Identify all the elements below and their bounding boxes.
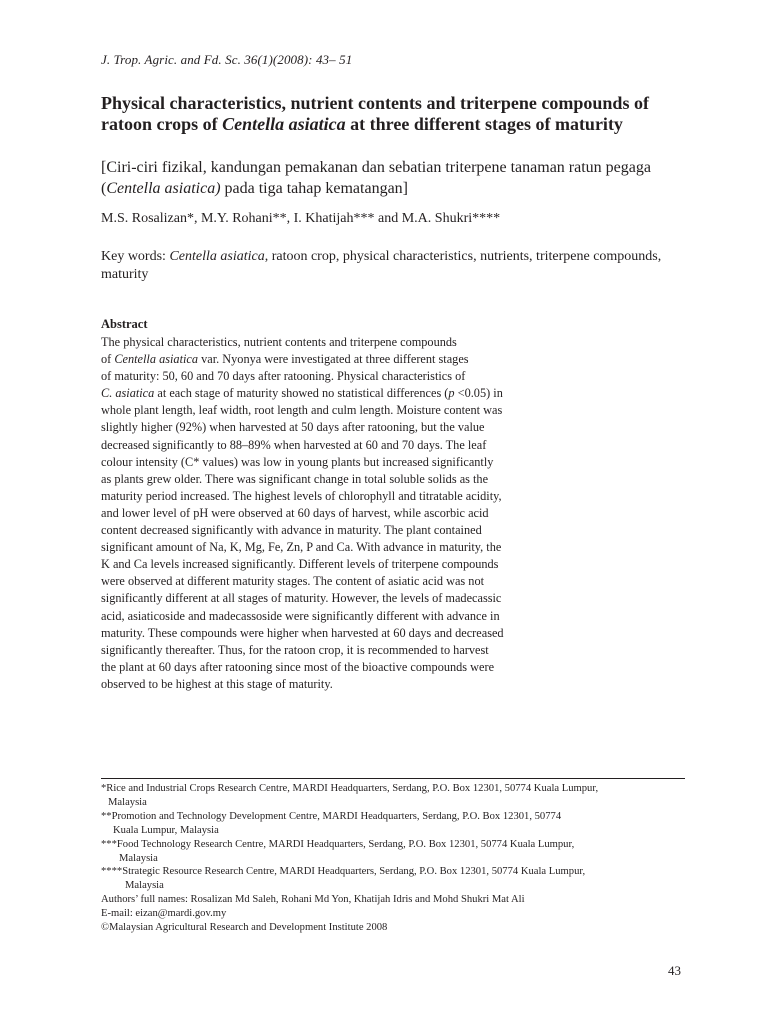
journal-citation: J. Trop. Agric. and Fd. Sc. 36(1)(2008): 43– 51 <box>101 52 353 67</box>
abstract-line: were observed at different maturity stages. The content of asiatic acid was not <box>101 574 485 589</box>
abstract-line: observed to be highest at this stage of maturity. <box>101 676 333 691</box>
abstract-heading: Abstract <box>101 317 148 331</box>
page-number: 43 <box>668 963 681 978</box>
footnote-line: ***Food Technology Research Centre, MARDI Headquarters, Serdang, P.O. Box 12301, 50774 Kuala Lumpur, <box>101 838 575 850</box>
abstract-line: significantly thereafter. Thus, for the ratoon crop, it is recommended to harvest <box>101 642 489 657</box>
footnote-line: **Promotion and Technology Development Centre, MARDI Headquarters, Serdang, P.O. Box 12301, 50774 <box>101 810 562 822</box>
keywords-label: Key words: <box>101 249 170 264</box>
footnote-line: Kuala Lumpur, Malaysia <box>113 824 219 836</box>
malay-title-part-2: pada tiga tahap kematangan] <box>220 180 408 197</box>
abstract-line: the plant at 60 days after ratooning since most of the bioactive compounds were <box>101 659 495 674</box>
title-part-1: Physical characteristics, nutrient contents and triterpene compounds of ratoon crops of <box>101 93 649 134</box>
footnote-line: ****Strategic Resource Research Centre, MARDI Headquarters, Serdang, P.O. Box 12301, 50774 Kuala Lumpur, <box>101 866 586 878</box>
abstract-line: maturity. These compounds were higher when harvested at 60 days and decreased <box>101 625 504 640</box>
title-part-2: at three different stages of maturity <box>345 114 623 134</box>
keywords-list: , ratoon crop, physical characteristics, nutrients, triterpene compounds, maturity <box>101 249 662 282</box>
abstract-line: colour intensity (C* values) was low in young plants but increased significantly <box>101 454 494 469</box>
footnote-line: *Rice and Industrial Crops Research Centre, MARDI Headquarters, Serdang, P.O. Box 12301, 50774 Kuala Lumpur, <box>101 783 599 794</box>
abstract-line: whole plant length, leaf width, root length and culm length. Moisture content was <box>101 403 503 418</box>
footnote-divider <box>101 778 685 779</box>
keywords <box>101 248 681 283</box>
abstract-line: and lower level of pH were observed at 60 days of harvest, while ascorbic acid <box>101 505 489 520</box>
article-title <box>101 93 701 135</box>
abstract-line: of Centella asiatica var. Nyonya were investigated at three different stages <box>101 352 469 367</box>
footnote-line: Authors’ full names: Rosalizan Md Saleh, Rohani Md Yon, Khatijah Idris and Mohd Shukri Mat Ali <box>101 894 525 906</box>
abstract-line: content decreased significantly with advance in maturity. The plant contained <box>101 523 482 538</box>
footnote-line: Malaysia <box>108 796 147 808</box>
abstract-body <box>101 334 571 693</box>
abstract-line: of maturity: 50, 60 and 70 days after ratooning. Physical characteristics of <box>101 369 466 384</box>
abstract-line: C. asiatica at each stage of maturity showed no statistical differences (p <0.05) in <box>101 386 503 401</box>
abstract-line: maturity period increased. The highest levels of chlorophyll and titratable acidity, <box>101 488 502 503</box>
abstract-line: significant amount of Na, K, Mg, Fe, Zn, P and Ca. With advance in maturity, the <box>101 540 502 555</box>
abstract-line: slightly higher (92%) when harvested at 50 days after ratooning, but the value <box>101 420 485 435</box>
article-title-malay <box>101 157 701 199</box>
footnote-line: Malaysia <box>125 880 164 892</box>
malay-title-species: Centella asiatica) <box>106 180 221 197</box>
footnote-line: E-mail: eizan@mardi.gov.my <box>101 908 227 920</box>
abstract-line: K and Ca levels increased significantly. Different levels of triterpene compounds <box>101 557 499 572</box>
author-list: M.S. Rosalizan*, M.Y. Rohani**, I. Khatijah*** and M.A. Shukri**** <box>101 211 501 226</box>
abstract-line: acid, asiaticoside and madecassoside were significantly different with advance in <box>101 608 500 623</box>
footnote-line: Malaysia <box>119 852 158 864</box>
abstract-line: decreased significantly to 88–89% when harvested at 60 and 70 days. The leaf <box>101 437 487 452</box>
abstract-line: The physical characteristics, nutrient contents and triterpene compounds <box>101 335 457 349</box>
abstract-line: significantly different at all stages of maturity. However, the levels of madecassic <box>101 591 502 606</box>
title-species: Centella asiatica <box>222 114 346 134</box>
malay-title-part-1: [Ciri-ciri fizikal, kandungan pemakanan dan sebatian triterpene tanaman ratun pegaga ( <box>101 159 651 197</box>
abstract-line: as plants grew older. There was significant change in total soluble solids as the <box>101 471 489 486</box>
footnote-line: ©Malaysian Agricultural Research and Development Institute 2008 <box>101 922 388 934</box>
keywords-species: Centella asiatica <box>169 249 265 264</box>
footnotes <box>101 782 691 935</box>
